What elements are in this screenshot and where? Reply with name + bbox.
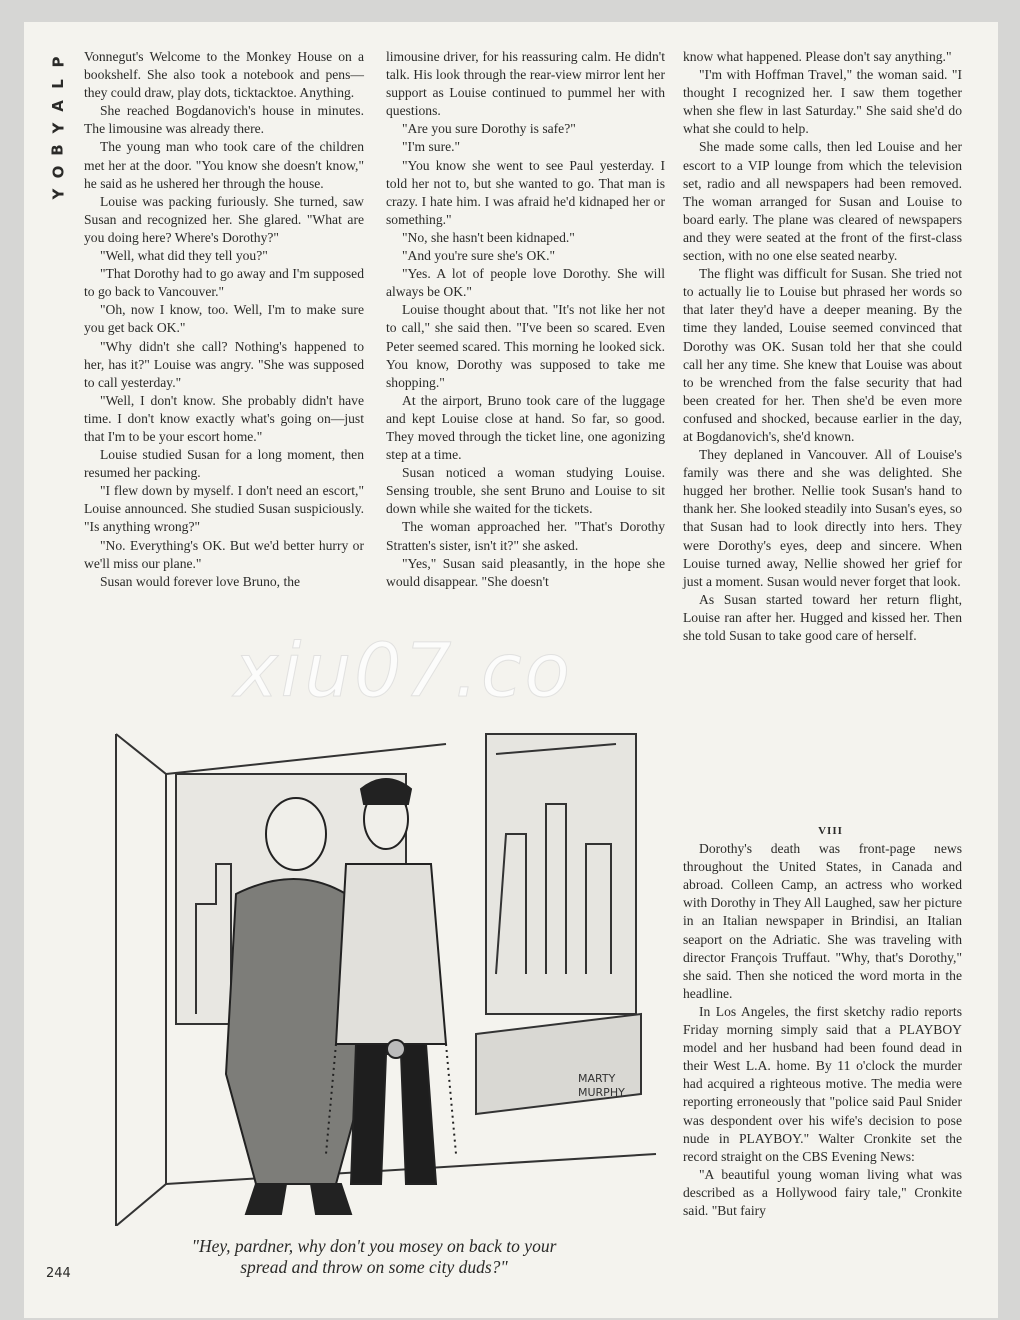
paragraph: "No, she hasn't been kidnaped." — [402, 229, 575, 245]
masthead-letter: A — [48, 100, 67, 112]
paragraph: In Los Angeles, the first sketchy radio reports Friday morning simply said that a PLAYBOY model and her husband had been found dead in their West L.A. home. By 11 o'clock the murder had acquired a righteous motive. The media were reporting erroneously that "police said Paul Snider was despondent over his wife's decision to pose nude in PLAYBOY." Walter Cronkite set the record straight on the CBS Evening News: — [683, 1003, 962, 1164]
paragraph: The flight was difficult for Susan. She tried not to actually lie to Louise but phrased her words so that later they'd have a deeper meaning. By the time they landed, Louise seemed convinced that Dorothy was OK. Susan told her that she could call her any time. She knew that Louise was about to be wrenched from the false security that had been created for her. Then she'd be even more confused and shocked, because earlier in the day, at Bogdanovich's, she'd known. — [683, 266, 962, 444]
paragraph: As Susan started toward her return flight, Louise ran after her. Hugged and kissed her. Then she told Susan to take good care of herself. — [683, 591, 962, 643]
text-column-3 — [683, 48, 962, 645]
paragraph: "Why didn't she call? Nothing's happened to her, has it?" Louise was angry. "She was supposed to call yesterday." — [84, 338, 364, 390]
paragraph: Susan would forever love Bruno, the — [100, 573, 301, 589]
masthead-vertical — [48, 52, 68, 204]
text-column-1 — [84, 48, 364, 591]
paragraph: limousine driver, for his reassuring calm. He didn't talk. His look through the rear-view mirror lent her support as Louise continued to pummel her with questions. — [386, 49, 665, 119]
paragraph: "You know she went to see Paul yesterday. I told her not to, but she wanted to go. That man is crazy. I hate him. I was afraid he'd kidnaped her or something." — [386, 157, 665, 227]
paragraph: "Yes," Susan said pleasantly, in the hope she would disappear. "She doesn't — [386, 555, 665, 589]
masthead-letter: Y — [49, 122, 67, 134]
text-column-3-lower — [683, 822, 962, 1220]
paragraph: "I'm sure." — [402, 139, 461, 155]
paragraph: "That Dorothy had to go away and I'm supposed to go back to Vancouver." — [84, 266, 364, 300]
paragraph: They deplaned in Vancouver. All of Louise's family was there and she was delighted. She hugged her brother. Nellie took Susan's hand to thank her. She looked steadily into Susan's eyes, so that Susan had to look directly into hers. They were Dorothy's eyes, deep and sincere. When Louise turned away, Nellie showed her grief for just a moment. Susan would never forget that look. — [683, 447, 962, 589]
cartoon-caption — [84, 1236, 664, 1278]
paragraph: Susan noticed a woman studying Louise. Sensing trouble, she sent Bruno and Louise to sit down while she waited for the tickets. — [386, 465, 665, 517]
magazine-page — [24, 22, 998, 1318]
paragraph: know what happened. Please don't say anything." — [683, 49, 952, 64]
paragraph: Louise thought about that. "It's not like her not to call," she said then. "I've been so scared. Even Peter seemed scared. This morning he looked sick. You know, Dorothy was supposed to take me shopping." — [386, 302, 665, 390]
paragraph: At the airport, Bruno took care of the luggage and kept Louise close at hand. So far, so good. They moved through the ticket line, one agonizing step at a time. — [386, 392, 665, 463]
paragraph: "Are you sure Dorothy is safe?" — [402, 121, 576, 137]
paragraph: "Oh, now I know, too. Well, I'm to make sure you get back OK." — [84, 302, 364, 336]
paragraph: "I flew down by myself. I don't need an escort," Louise announced. She studied Susan suspiciously. "Is anything wrong?" — [84, 483, 364, 535]
masthead-letter: O — [48, 165, 67, 179]
paragraph: The woman approached her. "That's Dorothy Stratten's sister, isn't it?" she asked. — [386, 519, 665, 553]
paragraph: "And you're sure she's OK." — [402, 248, 556, 264]
page-number: 244 — [46, 1266, 71, 1281]
masthead-letter: B — [49, 144, 67, 156]
watermark: xiu07.co — [234, 628, 573, 714]
paragraph: "Well, I don't know. She probably didn't have time. I don't know exactly what's going on—just that I'm to be your escort home." — [84, 392, 364, 444]
masthead-letter: L — [49, 79, 67, 89]
paragraph: She reached Bogdanovich's house in minutes. The limousine was already there. — [84, 103, 364, 137]
section-mark: VIII — [818, 825, 843, 837]
paragraph: Vonnegut's Welcome to the Monkey House on a bookshelf. She also took a notebook and pens—they could draw, play dots, ticktacktoe. Anything. — [84, 49, 364, 101]
caption-line-1: "Hey, pardner, why don't you mosey on back to your — [191, 1236, 557, 1256]
paragraph: "Well, what did they tell you?" — [100, 248, 268, 264]
paragraph: "A beautiful young woman living what was described as a Hollywood fairy tale," Cronkite said. "But fairy — [683, 1166, 962, 1218]
artist-signature-1: MARTY — [578, 1072, 616, 1085]
paragraph: "Yes. A lot of people love Dorothy. She will always be OK." — [386, 266, 665, 300]
paragraph: Dorothy's death was front-page news throughout the United States, in Canada and abroad. Colleen Camp, an actress who worked with Dorothy in They All Laughed, saw her picture in an Italian newspaper in Brindisi, an Italian seaport on the Adriatic. She was traveling with director François Truffaut. "Why, that's Dorothy," she said. Then she noticed the word morta in the headline. — [683, 841, 962, 1001]
artist-signature-2: MURPHY — [578, 1086, 625, 1099]
paragraph: Louise studied Susan for a long moment, then resumed her packing. — [84, 447, 364, 481]
paragraph: "No. Everything's OK. But we'd better hurry or we'll miss our plane." — [84, 537, 364, 571]
cartoon-illustration — [96, 714, 662, 1226]
masthead-letter: Y — [49, 188, 67, 200]
paragraph: Louise was packing furiously. She turned, saw Susan and recognized her. She glared. "What are you doing here? Where's Dorothy?" — [84, 193, 364, 245]
caption-line-2: spread and throw on some city duds?" — [240, 1257, 508, 1277]
text-column-2 — [386, 48, 665, 591]
paragraph: The young man who took care of the children met her at the door. "You know she doesn't know," he said as he ushered her through the house. — [84, 139, 364, 191]
paragraph: "I'm with Hoffman Travel," the woman said. "I thought I recognized her. I saw them together when she flew in last Saturday." She said she'd do what she could to help. — [683, 67, 962, 137]
masthead-letter: P — [49, 56, 67, 68]
paragraph: She made some calls, then led Louise and her escort to a VIP lounge from which the television set, radio and all newspapers had been removed. The woman arranged for Susan and Louise to board early. The plane was cleared of newspapers and they were seated at the front of the first-class section, with no one else seated nearby. — [683, 139, 962, 264]
